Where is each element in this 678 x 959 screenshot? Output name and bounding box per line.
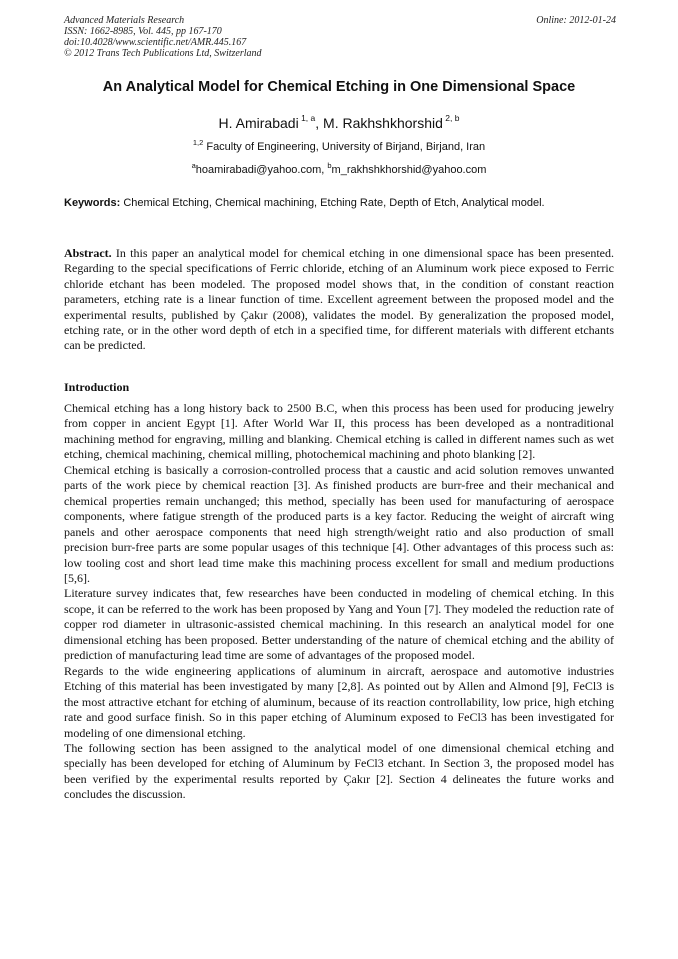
- doi-line[interactable]: doi:10.4028/www.scientific.net/AMR.445.167: [64, 37, 247, 48]
- paper-title: An Analytical Model for Chemical Etching in One Dimensional Space: [102, 79, 576, 95]
- copyright-line: © 2012 Trans Tech Publications Ltd, Switzerland: [64, 48, 262, 59]
- keywords-label: Keywords:: [64, 197, 121, 209]
- affiliation-text: Faculty of Engineering, University of Birjand, Birjand, Iran: [206, 141, 486, 153]
- affiliation: [0, 138, 678, 153]
- paragraph: Chemical etching is basically a corrosion-controlled process that a caustic and acid solution removes unwanted parts of the work piece by chemical reaction [3]. As finished products are burr-free and their mechanical and chemical properties remain unchanged; this method, specially has been used for manufacturing of aerospace components, where fatigue strength of the produced parts is a key factor. Reducing the weight of aircraft wing panels and other aerospace components that need high strength/weight ratio and also production of small precision burr-free parts are some popular usages of this technique [4]. Other advantages of this process such as: low tooling cost and short lead time make this machining process excellent for small and medium productions [5,6].: [64, 462, 614, 585]
- abstract: [64, 246, 614, 354]
- author-list: [0, 113, 678, 131]
- issn-line: ISSN: 1662-8985, Vol. 445, pp 167-170: [64, 26, 222, 37]
- author-separator: ,: [315, 115, 324, 131]
- author-affil-sup: 2, b: [445, 113, 460, 123]
- paragraph: Regards to the wide engineering applications of aluminum in aircraft, aerospace and automotive industries Etching of this material has been investigated by many [2,8]. As pointed out by Allen and Almond [9], FeCl3 is the most attractive etchant for etching of aluminum, because of its reaction controllability, low price, high etching rate and good surface finish. So in this paper etching of Aluminum exposed to FeCl3 has been investigated for modeling of one dimensional etching.: [64, 663, 614, 740]
- author-name: H. Amirabadi: [218, 115, 299, 131]
- keywords: [64, 196, 614, 211]
- paragraph: Literature survey indicates that, few researches have been conducted in modeling of chemical etching. In this scope, it can be referred to the work has been proposed by Yang and Youn [7]. They modeled the reduction rate of copper rod diameter in ultrasonic-assisted chemical machining. In this research an analytical model for one dimensional etching has been proposed. Better understanding of the nature of chemical etching and the ability of prediction of manufacturing lead time are some of advantages of the proposed model.: [64, 586, 614, 663]
- email-sup: a: [191, 161, 196, 170]
- email-link[interactable]: m_rakhshkhorshid@yahoo.com: [331, 164, 487, 176]
- paragraph: Chemical etching has a long history back to 2500 B.C, when this process has been used for producing jewelry from copper in ancient Egypt [1]. After World War II, this process has been developed as a nontraditional machining method for engraving, milling and blanking. Chemical etching is called in different names such as wet etching, chemical machining, chemical milling, photochemical machining and photo blanking [2].: [64, 401, 614, 462]
- introduction-body: [64, 401, 614, 803]
- abstract-label: Abstract.: [64, 246, 112, 260]
- journal-name: Advanced Materials Research: [64, 15, 185, 26]
- online-date: Online: 2012-01-24: [536, 15, 616, 26]
- affiliation-sup: 1,2: [192, 138, 204, 147]
- section-heading: Introduction: [64, 380, 130, 394]
- author-emails: [0, 161, 678, 176]
- email-link[interactable]: hoamirabadi@yahoo.com,: [195, 164, 328, 176]
- paragraph: The following section has been assigned to the analytical model of one dimensional chemical etching and specially has been developed for etching of Aluminum by FeCl3 etchant. In Section 3, the proposed model has been verified by the experimental results reported by Çakır [2]. Section 4 delineates the future works and concludes the discussion.: [64, 740, 614, 802]
- journal-header: [64, 15, 616, 59]
- email-sup: b: [327, 161, 332, 170]
- author-name: M. Rakhshkhorshid: [323, 115, 443, 131]
- author-affil-sup: 1, a: [301, 113, 316, 123]
- keywords-text: Chemical Etching, Chemical machining, Etching Rate, Depth of Etch, Analytical model.: [123, 197, 545, 209]
- abstract-text: In this paper an analytical model for chemical etching in one dimensional space has been presented. Regarding to the special specifications of Ferric chloride, etching of an Aluminum work piece exposed to Ferric chloride etchant has been modeled. The proposed model shows that, in the condition of constant reaction parameters, etching rate is a linear function of time. Excellent agreement between the proposed model and the experimental results, published by Çakır (2008), validates the model. By generalization the proposed model, etching rate, or in the other word depth of etch in a specified time, for different materials with different etchants can be predicted.: [64, 246, 615, 353]
